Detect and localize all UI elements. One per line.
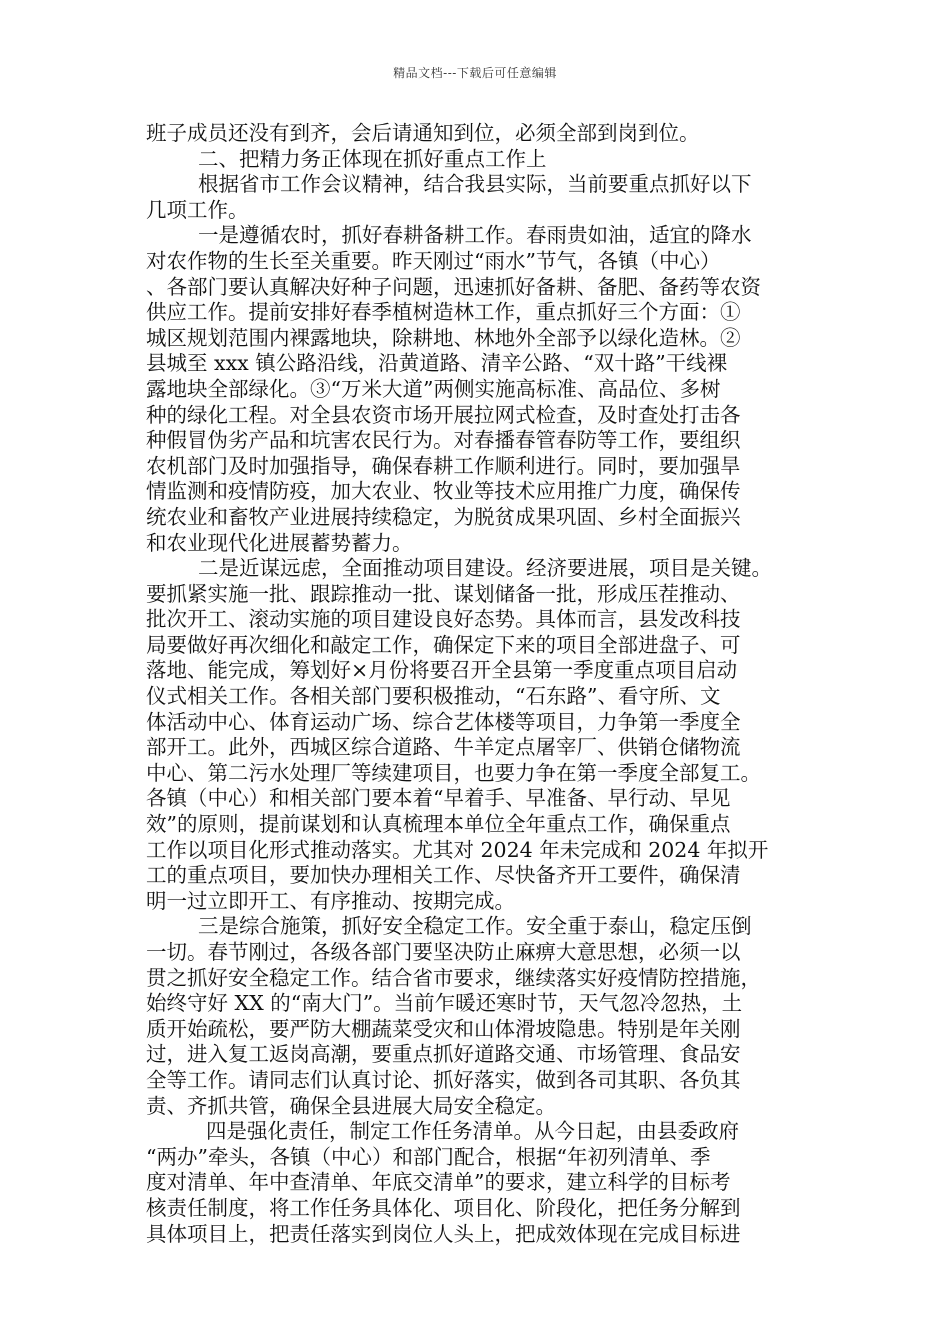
text-line: 批次开工、滚动实施的项目建设良好态势。具体而言，县发改科技 [146,607,741,632]
text-line: 要抓紧实施一批、跟踪推动一批、谋划储备一批，形成压茬推动、 [146,581,741,606]
text-line: 和农业现代化进展蓄势蓄力。 [146,530,413,555]
page-header: 精品文档---下载后可任意编辑 [393,66,557,80]
text-line: 效”的原则，提前谋划和认真梳理本单位全年重点工作，确保重点 [146,812,731,837]
text-line: 贯之抓好安全稳定工作。结合省市要求，继续落实好疫情防控措施， [146,965,761,990]
text-line: 城区规划范围内裸露地块，除耕地、林地外全部予以绿化造林。② [146,325,741,350]
text-line: 一切。春节刚过，各级各部门要坚决防止麻痹大意思想，必须一以 [146,940,741,964]
text-line: 度对清单、年中查清单、年底交清单”的要求，建立科学的目标考 [146,1170,731,1195]
text-line: 局要做好再次细化和敲定工作，确保定下来的项目全部进盘子、可 [146,632,741,657]
text-line: 工的重点项目，要加快办理相关工作、尽快备齐开工要件，确保清 [146,863,741,888]
text-line: 核责任制度，将工作任务具体化、项目化、阶段化，把任务分解到 [146,1195,741,1220]
text-line: 一是遵循农时，抓好春耕备耕工作。春雨贵如油，适宜的降水 [198,223,752,248]
text-line: 中心、第二污水处理厂等续建项目，也要力争在第一季度全部复工。 [146,760,761,785]
text-line: 几项工作。 [146,197,249,222]
text-line: 三是综合施策，抓好安全稳定工作。安全重于泰山，稳定压倒 [198,914,752,939]
text-line: 供应工作。提前安排好春季植树造林工作，重点抓好三个方面：① [146,300,741,325]
text-line: 仪式相关工作。各相关部门要积极推动，“石东路”、看守所、文 [146,684,721,709]
text-line: 种假冒伪劣产品和坑害农民行为。对春播春管春防等工作，要组织 [146,428,741,453]
text-line: 对农作物的生长至关重要。昨天刚过“雨水”节气，各镇（中心） [146,248,721,273]
text-line: 过，进入复工返岗高潮，要重点抓好道路交通、市场管理、食品安 [146,1042,741,1067]
text-line: 统农业和畜牧产业进展持续稳定，为脱贫成果巩固、乡村全面振兴 [146,504,741,529]
text-line: 县城至 xxx 镇公路沿线，沿黄道路、清辛公路、“双十路”干线裸 [146,351,728,376]
text-line: 工作以项目化形式推动落实。尤其对 2024 年未完成和 2024 年拟开 [146,837,769,862]
text-line: 各镇（中心）和相关部门要本着“早着手、早准备、早行动、早见 [146,786,731,811]
text-line: 体活动中心、体育运动广场、综合艺体楼等项目，力争第一季度全 [146,709,741,734]
text-line: 责、齐抓共管，确保全县进展大局安全稳定。 [146,1093,556,1118]
document-body [146,121,806,1247]
text-line: 、各部门要认真解决好种子问题，迅速抓好备耕、备肥、备药等农资 [146,274,761,299]
text-line: 四是强化责任，制定工作任务清单。从今日起，由县委政府 [206,1119,739,1144]
text-line: 种的绿化工程。对全县农资市场开展拉网式检查，及时查处打击各 [146,402,741,427]
text-line: 情监测和疫情防疫，加大农业、牧业等技术应用推广力度，确保传 [146,479,741,504]
text-line: 质开始疏松，要严防大棚蔬菜受灾和山体滑坡隐患。特别是年关刚 [146,1016,741,1041]
text-line: 落地、能完成，筹划好×月份将要召开全县第一季度重点项目启动 [146,658,738,683]
text-line: 全等工作。请同志们认真讨论、抓好落实，做到各司其职、各负其 [146,1067,741,1092]
text-line: 二是近谋远虑，全面推动项目建设。经济要进展，项目是关键。 [198,556,772,581]
text-line: 部开工。此外，西城区综合道路、牛羊定点屠宰厂、供销仓储物流 [146,735,741,760]
text-line: 农机部门及时加强指导，确保春耕工作顺利进行。同时，要加强旱 [146,453,741,478]
section-heading: 二、把精力务正体现在抓好重点工作上 [198,146,547,171]
text-line: 班子成员还没有到齐，会后请通知到位，必须全部到岗到位。 [146,121,700,145]
text-line: “两办”牵头，各镇（中心）和部门配合，根据“年初列清单、季 [146,1144,711,1169]
text-line: 始终守好 XX 的“南大门”。当前乍暖还寒时节，天气忽冷忽热，土 [146,991,743,1016]
text-line: 具体项目上，把责任落实到岗位人头上，把成效体现在完成目标进 [146,1221,741,1246]
text-line: 根据省市工作会议精神，结合我县实际，当前要重点抓好以下 [198,172,752,197]
text-line: 露地块全部绿化。③“万米大道”两侧实施高标准、高品位、多树 [146,376,721,401]
text-line: 明一过立即开工、有序推动、按期完成。 [146,888,515,913]
